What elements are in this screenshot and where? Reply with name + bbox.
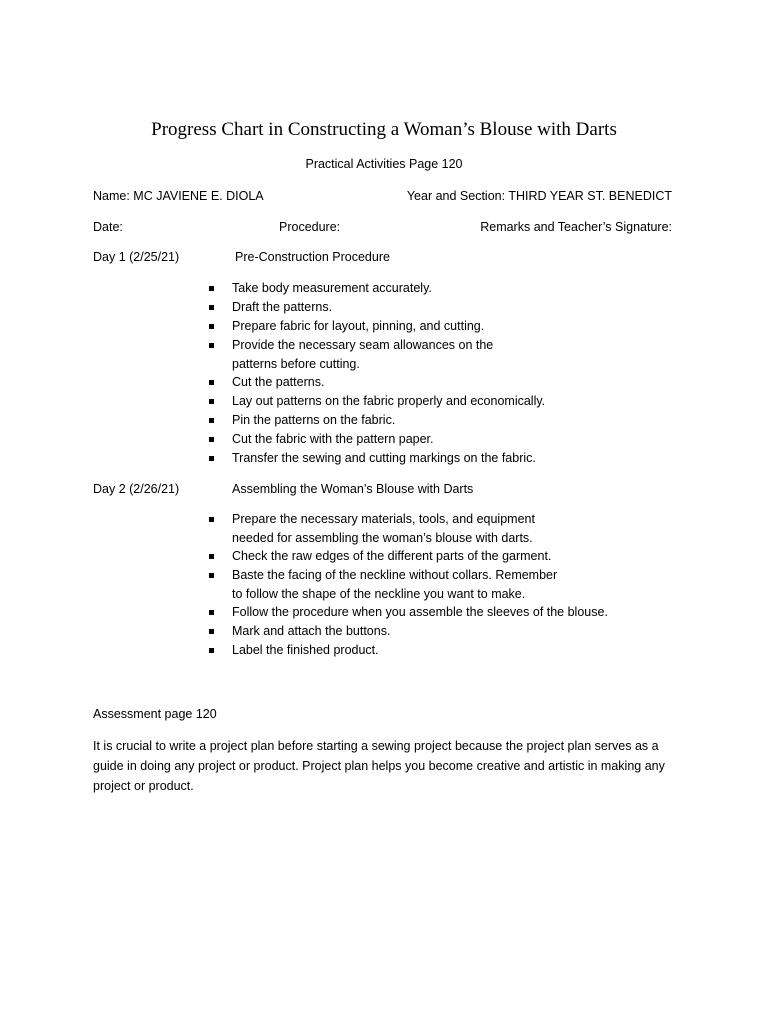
- list-item: [208, 622, 608, 641]
- list-item-text: Baste the facing of the neckline without collars. Remember: [232, 568, 558, 582]
- list-item-text: Take body measurement accurately.: [232, 281, 432, 295]
- student-name: Name: MC JAVIENE E. DIOLA: [93, 189, 264, 203]
- list-item-text: Prepare fabric for layout, pinning, and cutting.: [232, 319, 485, 333]
- list-item: [208, 566, 608, 603]
- square-bullet-icon: [209, 437, 214, 442]
- square-bullet-icon: [209, 456, 214, 461]
- list-item-text: Cut the patterns.: [232, 375, 325, 389]
- square-bullet-icon: [209, 286, 214, 291]
- list-item-text: Check the raw edges of the different parts of the garment.: [232, 549, 552, 563]
- list-item-text: Draft the patterns.: [232, 300, 333, 314]
- square-bullet-icon: [209, 517, 214, 522]
- list-item: [208, 317, 545, 336]
- list-item: [208, 411, 545, 430]
- document-title: Progress Chart in Constructing a Woman’s Blouse with Darts: [151, 119, 617, 140]
- assessment-heading: Assessment page 120: [93, 707, 217, 721]
- day2-procedure-list: [208, 510, 608, 660]
- day1-label: Day 1 (2/25/21): [93, 250, 180, 264]
- day1-procedure-list: [208, 279, 545, 468]
- square-bullet-icon: [209, 418, 214, 423]
- list-item: [208, 449, 545, 468]
- list-item: [208, 430, 545, 449]
- list-item-text: Provide the necessary seam allowances on the: [232, 338, 494, 352]
- year-section: Year and Section: THIRD YEAR ST. BENEDICT: [406, 189, 672, 203]
- document-subtitle: Practical Activities Page 120: [305, 157, 463, 171]
- list-item-text: Label the finished product.: [232, 643, 379, 657]
- list-item-text-continued: patterns before cutting.: [232, 357, 360, 371]
- square-bullet-icon: [209, 573, 214, 578]
- square-bullet-icon: [209, 648, 214, 653]
- list-item-text: Pin the patterns on the fabric.: [232, 413, 396, 427]
- day2-procedure-title: Assembling the Woman’s Blouse with Darts: [232, 482, 474, 496]
- list-item: [208, 392, 545, 411]
- list-item: [208, 641, 608, 660]
- list-item: [208, 510, 608, 547]
- list-item: [208, 298, 545, 317]
- list-item-text: Follow the procedure when you assemble the sleeves of the blouse.: [232, 605, 608, 619]
- list-item: [208, 547, 608, 566]
- square-bullet-icon: [209, 343, 214, 348]
- assessment-paragraph: It is crucial to write a project plan before starting a sewing project because the project plan serves as a guide in doing any project or product. Project plan helps you become creative and artistic in making any project or product.: [93, 739, 665, 793]
- square-bullet-icon: [209, 380, 214, 385]
- square-bullet-icon: [209, 305, 214, 310]
- list-item: [208, 279, 545, 298]
- day2-label: Day 2 (2/26/21): [93, 482, 180, 496]
- list-item-text: Transfer the sewing and cutting markings on the fabric.: [232, 451, 536, 465]
- header-date: Date:: [93, 220, 123, 234]
- list-item-text-continued: to follow the shape of the neckline you want to make.: [232, 587, 526, 601]
- header-procedure: Procedure:: [279, 220, 341, 234]
- square-bullet-icon: [209, 610, 214, 615]
- list-item: [208, 336, 545, 373]
- list-item-text: Mark and attach the buttons.: [232, 624, 391, 638]
- list-item-text: Lay out patterns on the fabric properly and economically.: [232, 394, 546, 408]
- list-item: [208, 373, 545, 392]
- list-item-text: Cut the fabric with the pattern paper.: [232, 432, 434, 446]
- header-remarks: Remarks and Teacher’s Signature:: [480, 220, 672, 234]
- square-bullet-icon: [209, 629, 214, 634]
- list-item-text: Prepare the necessary materials, tools, and equipment: [232, 512, 535, 526]
- square-bullet-icon: [209, 554, 214, 559]
- day1-procedure-title: Pre-Construction Procedure: [235, 250, 390, 264]
- list-item: [208, 603, 608, 622]
- list-item-text-continued: needed for assembling the woman’s blouse with darts.: [232, 531, 533, 545]
- square-bullet-icon: [209, 399, 214, 404]
- square-bullet-icon: [209, 324, 214, 329]
